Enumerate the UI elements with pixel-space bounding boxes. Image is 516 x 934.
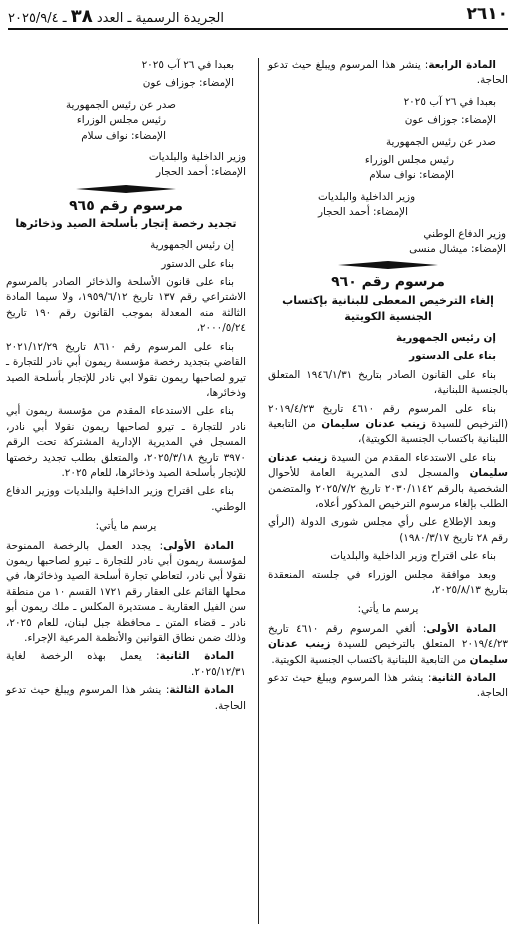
recital-2-name: زينب عدنان سليمان [321, 417, 427, 430]
issued-by: صدر عن رئيس الجمهورية [65, 98, 176, 111]
page-header [8, 6, 508, 30]
left-column [6, 58, 246, 717]
pm-title: رئيس مجلس الوزراء [76, 114, 166, 127]
recital-4: بناء على اقتراح وزير الداخلية والبلديات ووزير الدفاع الوطني. [6, 485, 246, 513]
article-3-text: : ينشر هذا المرسوم ويبلغ حيث تدعو الحاجة. [6, 684, 246, 712]
decree-965-subtitle: تجديد رخصة إتجار بأسلحة الصيد وذخائرها [15, 217, 237, 231]
article-2-text: : يعمل بهذه الرخصة لغاية ٢٠٢٥/١٢/٣١. [6, 650, 246, 678]
recital-3-b: والمسجل لدى المديرية العامة للأحوال الشخصية بالرقم ٢٠٣٠/١١٤٢ تاريخ ٢٠٢٥/٧/٢ والمتضمن الطلب بإلغاء مرسوم الترخيص المذكور أعلاه، [268, 467, 508, 510]
article-1-text: : يجدد العمل بالرخصة الممنوحة لمؤسسة ريمون أبي نادر للتجارة ـ تيرو لصاحبها ريمون نقولا أبي نادر، لتعاطي تجارة أسلحة الصيد وذخائرها، في محلها القائم على العقار رقم ١٧٢١ القسم ١٠ من منطقة سن الفيل العقارية ـ مستديرة المكلس ـ ملك ريمون أبو نادر ـ قضاء المتن ـ محافظة جبل لبنان، للعام ٢٠٢٥، وذلك ضمن نطاق القوانين والأنظمة المرعية الإجراء. [6, 539, 246, 644]
recital-5: بناء على اقتراح وزير الداخلية والبلديات [330, 550, 496, 563]
sign-defense: الإمضاء: ميشال منسى [409, 243, 506, 256]
constitution-line: بناء على الدستور [409, 350, 496, 363]
date-line: بعبدا في ٢٦ آب ٢٠٢٥ [403, 95, 496, 108]
article-4 [268, 58, 508, 89]
article-2-text: : ينشر هذا المرسوم ويبلغ حيث تدعو الحاجة. [268, 672, 508, 700]
page-number: ٢٦١٠ [466, 4, 508, 24]
president-heading: إن رئيس الجمهورية [150, 239, 234, 252]
right-column [268, 58, 508, 705]
sign-president: الإمضاء: جوزاف عون [142, 77, 234, 90]
article-1-label: المادة الأولى [426, 622, 497, 635]
issued-by: صدر عن رئيس الجمهورية [385, 135, 496, 148]
sign-interior: الإمضاء: أحمد الحجار [318, 206, 408, 219]
article-1 [268, 622, 508, 668]
recital-3-name: زينب عدنان سليمان [268, 451, 508, 480]
recital-3-a: بناء على الاستدعاء المقدم من السيدة [327, 451, 497, 464]
gazette-prefix: الجريدة الرسمية ـ العدد [96, 11, 224, 26]
sign-pm: الإمضاء: نواف سلام [81, 129, 166, 142]
sign-president: الإمضاء: جوزاف عون [404, 114, 496, 127]
article-1-b: من التابعية اللبنانية باكتساب الجنسية الكويتية. [271, 653, 470, 666]
article-4-text: : ينشر هذا المرسوم ويبلغ حيث تدعو الحاجة. [268, 59, 508, 87]
article-2-label: المادة الثانية [431, 672, 496, 684]
interior-title: وزير الداخلية والبلديات [318, 190, 416, 203]
ornament-divider [76, 185, 176, 193]
ornament-divider [338, 261, 438, 269]
recital-2 [268, 402, 508, 448]
recital-3: بناء على الاستدعاء المقدم من مؤسسة ريمون أبي نادر للتجارة ـ تيرو لصاحبها ريمون نقولا أبي نادر، المسجل في المديرية الإدارية المشتركة تحت الرقم ٣٩٧٠ تاريخ ٢٠٢٥/٣/١٨، والمتعلق بطلب تجديد رخصتها للإتجار بأسلحة الصيد وذخائرها، للعام ٢٠٢٥. [6, 405, 246, 479]
recital-1: بناء على قانون الأسلحة والذخائر الصادر بالمرسوم الاشتراعي رقم ١٣٧ تاريخ ١٩٥٩/٦/١٢، ولا سيما المادة الثالثة منه المعدلة بموجب القانون رقم ١٩٠ تاريخ ٢٠٠٠/٥/٢٤، [6, 276, 247, 335]
decrees-line: يرسم ما يأتي: [357, 603, 419, 616]
column-separator [258, 58, 259, 924]
article-3-label: المادة الثالثة [169, 684, 234, 697]
article-2-label: المادة الثانية [159, 650, 234, 663]
constitution-line: بناء على الدستور [161, 257, 234, 270]
date-line: بعبدا في ٢٦ آب ٢٠٢٥ [141, 59, 234, 71]
article-1 [6, 539, 246, 647]
recital-2-a: بناء على المرسوم رقم ٤٦١٠ تاريخ ٢٠١٩/٤/٢٣ (الترخيص للسيدة [268, 402, 509, 430]
decree-960-subtitle: إلغاء الترخيص المعطى للبنانية بإكتساب الجنسية الكويتية [282, 293, 494, 323]
article-1-label: المادة الأولى [163, 539, 234, 552]
interior-title: وزير الداخلية والبلديات [148, 151, 246, 164]
recital-2: بناء على المرسوم رقم ٨٦١٠ تاريخ ٢٠٢١/١٢/٢٩ القاضي بتجديد رخصة مؤسسة ريمون أبي نادر للتجارة ـ تيرو لصاحبها ريمون نقولا ابي نادر للإتجار بأسلحة الصيد وذخائرها، [6, 340, 246, 399]
article-1-name: زينب عدنان سليمان [268, 638, 508, 666]
gazette-issue-info [8, 6, 224, 27]
decree-965-title: مرسوم رقم ٩٦٥ [69, 197, 183, 214]
decree-960-title: مرسوم رقم ٩٦٠ [331, 274, 445, 291]
pm-title: رئيس مجلس الوزراء [364, 154, 454, 167]
article-2 [268, 671, 508, 702]
article-4-label: المادة الرابعة [428, 59, 496, 71]
issue-number: ٣٨ [70, 6, 93, 27]
recital-1: بناء على القانون الصادر بتاريخ ١٩٤٦/١/٣١ المتعلق بالجنسية اللبنانية، [268, 368, 508, 397]
article-3 [6, 683, 246, 714]
gazette-date: ـ ٢٠٢٥/٩/٤ [8, 11, 67, 26]
defense-title: وزير الدفاع الوطني [423, 227, 506, 240]
decrees-line: يرسم ما يأتي: [95, 520, 157, 533]
article-2 [6, 649, 246, 680]
sign-interior: الإمضاء: أحمد الحجار [156, 166, 246, 179]
article-1-a: : ألغي المرسوم رقم ٤٦١٠ تاريخ ٢٠١٩/٤/٢٣ المتعلق بالترخيص للسيدة [268, 622, 508, 651]
sign-pm: الإمضاء: نواف سلام [369, 169, 454, 182]
recital-2-b: من التابعية اللبنانية باكتساب الجنسية الكويتية)، [268, 417, 508, 446]
president-heading: إن رئيس الجمهورية [396, 331, 496, 344]
recital-4: وبعد الإطلاع على رأي مجلس شورى الدولة (الرأي رقم ٢٨ تاريخ ١٩٨٠/٣/١٧) [268, 516, 508, 544]
recital-3 [268, 451, 508, 513]
recital-6: وبعد موافقة مجلس الوزراء في جلسته المنعقدة بتاريخ ٢٠٢٥/٨/١٣، [268, 568, 508, 596]
